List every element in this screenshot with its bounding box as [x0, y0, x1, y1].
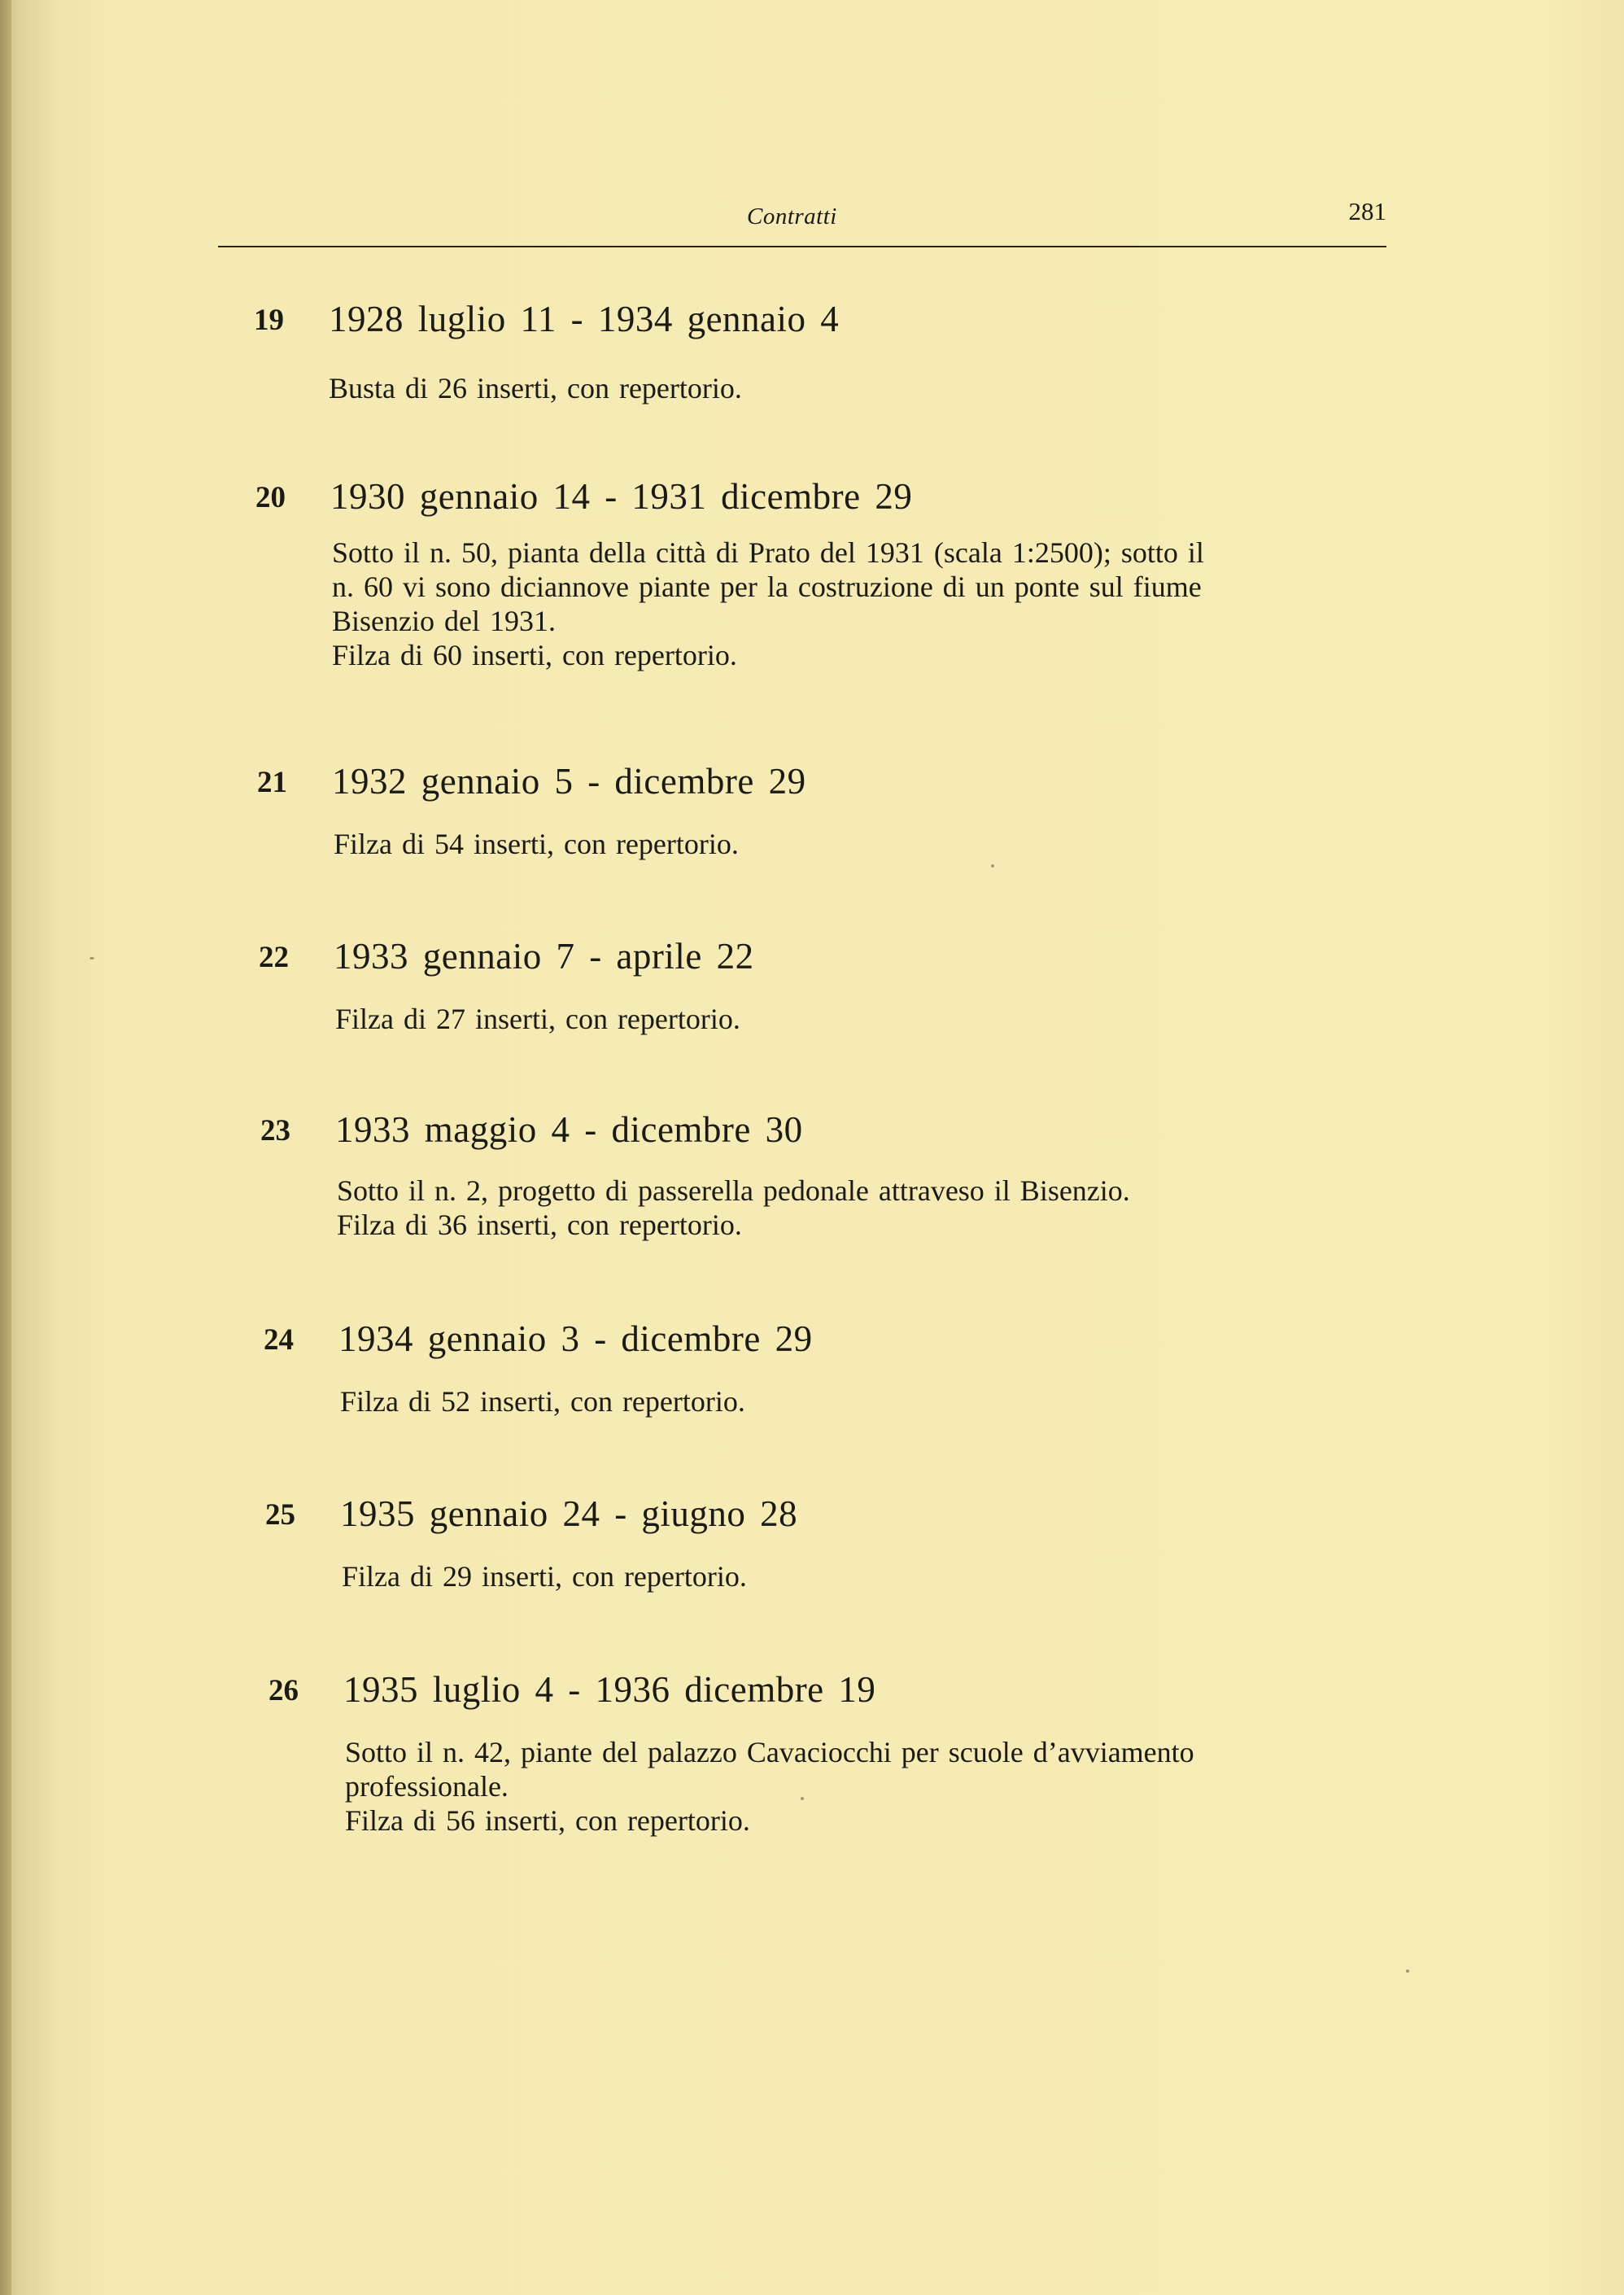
entry-number: 22 — [259, 941, 289, 974]
description-line: Filza di 29 inserti, con repertorio. — [342, 1560, 747, 1593]
entry-number: 19 — [254, 304, 284, 337]
entry-date: 1932 gennaio 5 - dicembre 29 — [332, 761, 806, 802]
entry-date: 1935 gennaio 24 - giugno 28 — [340, 1493, 798, 1534]
entry-date: 1933 maggio 4 - dicembre 30 — [335, 1109, 803, 1150]
description-line: Sotto il n. 2, progetto di passerella pedonale attraveso il Bisenzio. — [337, 1174, 1130, 1207]
entry-description — [329, 371, 1419, 405]
entry-description — [342, 1559, 1432, 1593]
entry-number: 25 — [265, 1498, 295, 1532]
description-line: professionale. — [345, 1770, 509, 1803]
entry-date: 1934 gennaio 3 - dicembre 29 — [338, 1318, 813, 1359]
description-line: Filza di 54 inserti, con repertorio. — [334, 828, 739, 860]
paper-speck — [89, 957, 94, 960]
entry-description — [332, 536, 1422, 672]
entry-number: 24 — [264, 1323, 294, 1357]
description-line: Busta di 26 inserti, con repertorio. — [329, 372, 742, 404]
entry-date: 1935 luglio 4 - 1936 dicembre 19 — [343, 1669, 876, 1710]
spine-shadow — [0, 0, 11, 2295]
description-line: Filza di 60 inserti, con repertorio. — [332, 639, 737, 671]
paper-speck — [801, 1797, 804, 1800]
paper-speck — [1406, 1969, 1409, 1973]
entry-date: 1930 gennaio 14 - 1931 dicembre 29 — [330, 476, 913, 517]
entry-description — [337, 1174, 1427, 1242]
description-line: Filza di 27 inserti, con repertorio. — [335, 1003, 740, 1035]
description-line: Sotto il n. 42, piante del palazzo Cavaciocchi per scuole d’avviamento — [345, 1736, 1194, 1768]
entry-number: 20 — [255, 481, 286, 514]
entry-number: 21 — [257, 766, 287, 799]
entry-date: 1928 luglio 11 - 1934 gennaio 4 — [329, 299, 840, 339]
description-line: Filza di 36 inserti, con repertorio. — [337, 1209, 742, 1241]
page-number: 281 — [1348, 197, 1386, 225]
running-header — [218, 194, 1386, 243]
description-line: Bisenzio del 1931. — [332, 605, 556, 637]
description-line: Sotto il n. 50, pianta della città di Prato del 1931 (scala 1:2500); sotto il — [332, 536, 1204, 569]
entry-number: 26 — [268, 1674, 299, 1707]
entry-description — [340, 1384, 1430, 1419]
description-line: Filza di 56 inserti, con repertorio. — [345, 1804, 750, 1837]
running-title: Contratti — [747, 203, 837, 230]
paper-speck — [991, 864, 994, 868]
description-line: Filza di 52 inserti, con repertorio. — [340, 1385, 745, 1418]
entry-description — [334, 827, 1424, 861]
entry-description — [345, 1735, 1435, 1838]
entry-number: 23 — [260, 1114, 290, 1148]
entry-date: 1933 gennaio 7 - aprile 22 — [334, 936, 754, 977]
description-line: n. 60 vi sono diciannove piante per la costruzione di un ponte sul fiume — [332, 570, 1202, 603]
header-rule — [218, 246, 1386, 247]
entry-description — [335, 1002, 1425, 1036]
